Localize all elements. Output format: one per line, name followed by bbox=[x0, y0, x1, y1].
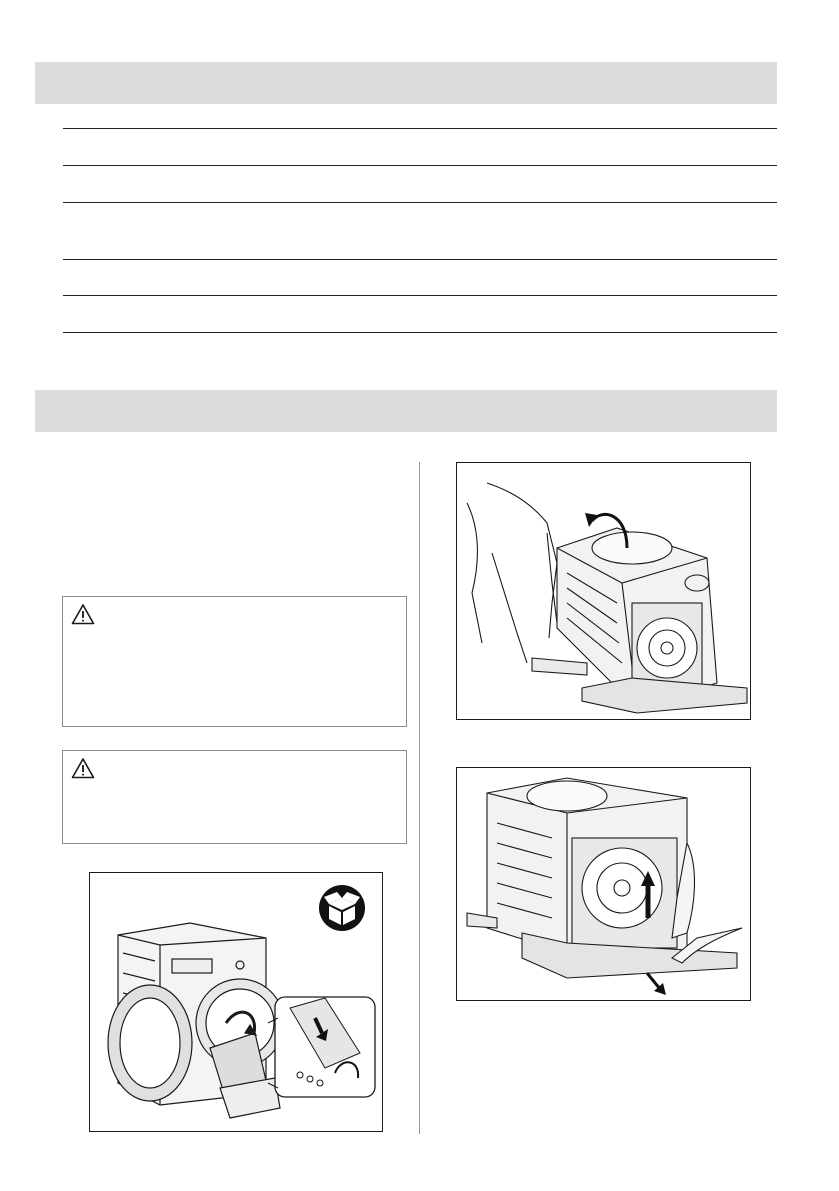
figure-removing-base bbox=[456, 767, 751, 1001]
box-icon bbox=[319, 885, 365, 931]
section-header-1 bbox=[35, 62, 777, 104]
table-rule bbox=[63, 165, 777, 166]
warning-box-1 bbox=[62, 596, 407, 727]
figure-unpacking bbox=[89, 872, 383, 1132]
warning-triangle-icon bbox=[71, 603, 95, 625]
removing-base-illustration bbox=[457, 768, 749, 999]
warning-box-2 bbox=[62, 750, 407, 844]
table-rule bbox=[63, 295, 777, 296]
table-rule bbox=[63, 128, 777, 129]
tilting-illustration bbox=[457, 463, 749, 718]
table-rule bbox=[63, 332, 777, 333]
table-rule bbox=[63, 202, 777, 203]
column-divider bbox=[419, 462, 420, 1134]
warning-triangle-icon bbox=[71, 757, 95, 779]
section-header-2 bbox=[35, 390, 777, 432]
table-rule bbox=[63, 259, 777, 260]
unpacking-illustration bbox=[90, 873, 381, 1130]
figure-tilting bbox=[456, 462, 751, 720]
